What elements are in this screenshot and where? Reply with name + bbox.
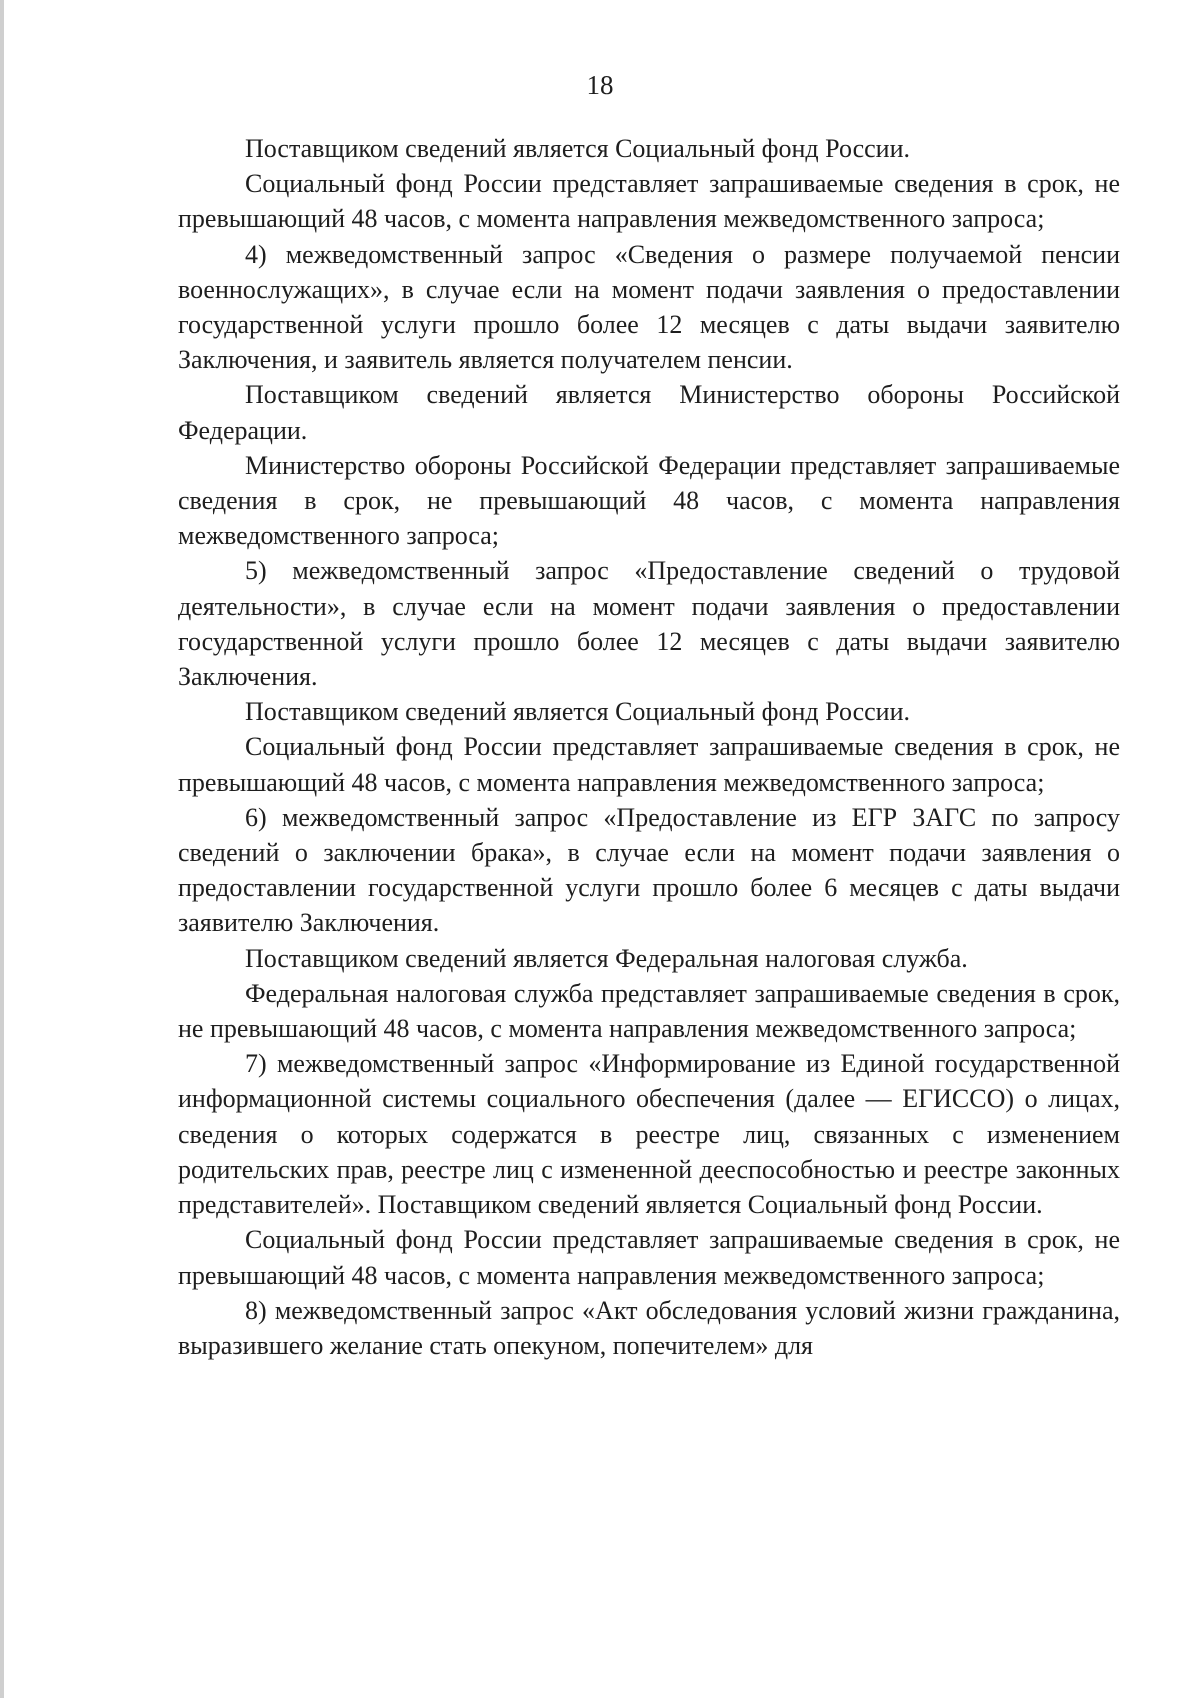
paragraph-item-6: 6) межведомственный запрос «Предоставление из ЕГР ЗАГС по запросу сведений о заключении брака», в случае если на момент подачи заявления о предоставлении государственной услуги прошло более 6 месяцев с даты выдачи заявителю Заключения. xyxy=(178,802,1120,938)
paragraph-supplier-sfr-2: Поставщиком сведений является Социальный фонд России. xyxy=(245,697,911,727)
paragraph-item-4: 4) межведомственный запрос «Сведения о размере получаемой пенсии военнослужащих», в случае если на момент подачи заявления о предоставлении государственной услуги прошло более 12 месяцев с даты выдачи заявителю Заключения, и заявитель является получателем пенсии. xyxy=(178,239,1120,375)
paragraph-supplier-fns: Поставщиком сведений является Федеральная налоговая служба. xyxy=(245,943,968,973)
paragraph-item-5: 5) межведомственный запрос «Предоставление сведений о трудовой деятельности», в случае если на момент подачи заявления о предоставлении государственной услуги прошло более 12 месяцев с даты выдачи заявителю Заключения. xyxy=(178,556,1120,692)
paragraph-mod-deadline: Министерство обороны Российской Федерации представляет запрашиваемые сведения в срок, не превышающий 48 часов, с момента направления межведомственного запроса; xyxy=(178,450,1120,551)
paragraph-sfr-deadline-2: Социальный фонд России представляет запрашиваемые сведения в срок, не превышающий 48 часов, с момента направления межведомственного запроса; xyxy=(178,732,1120,797)
paragraph-fns-deadline: Федеральная налоговая служба представляет запрашиваемые сведения в срок, не превышающий 48 часов, с момента направления межведомственного запроса; xyxy=(178,978,1120,1044)
paragraph-supplier-sfr-1: Поставщиком сведений является Социальный фонд России. xyxy=(245,134,911,163)
document-body xyxy=(178,131,1120,1363)
paragraph-item-7: 7) межведомственный запрос «Информирование из Единой государственной информационной системы социального обеспечения (далее — ЕГИССО) о лицах, сведения о которых содержатся в реестре лиц, связанных с изменением родительских прав, реестре лиц с измененной дееспособностью и реестре законных представителей». Поставщиком сведений является Социальный фонд России. xyxy=(178,1049,1120,1220)
page-number: 18 xyxy=(586,70,614,100)
paragraph-sfr-deadline-3: Социальный фонд России представляет запрашиваемые сведения в срок, не превышающий 48 часов, с момента направления межведомственного запроса; xyxy=(178,1225,1120,1290)
paragraph-supplier-mod: Поставщиком сведений является Министерство обороны Российской Федерации. xyxy=(178,380,1120,445)
paragraph-item-8: 8) межведомственный запрос «Акт обследования условий жизни гражданина, выразившего желание стать опекуном, попечителем» для xyxy=(178,1295,1120,1360)
paragraph-sfr-deadline-1: Социальный фонд России представляет запрашиваемые сведения в срок, не превышающий 48 часов, с момента направления межведомственного запроса; xyxy=(178,169,1120,234)
